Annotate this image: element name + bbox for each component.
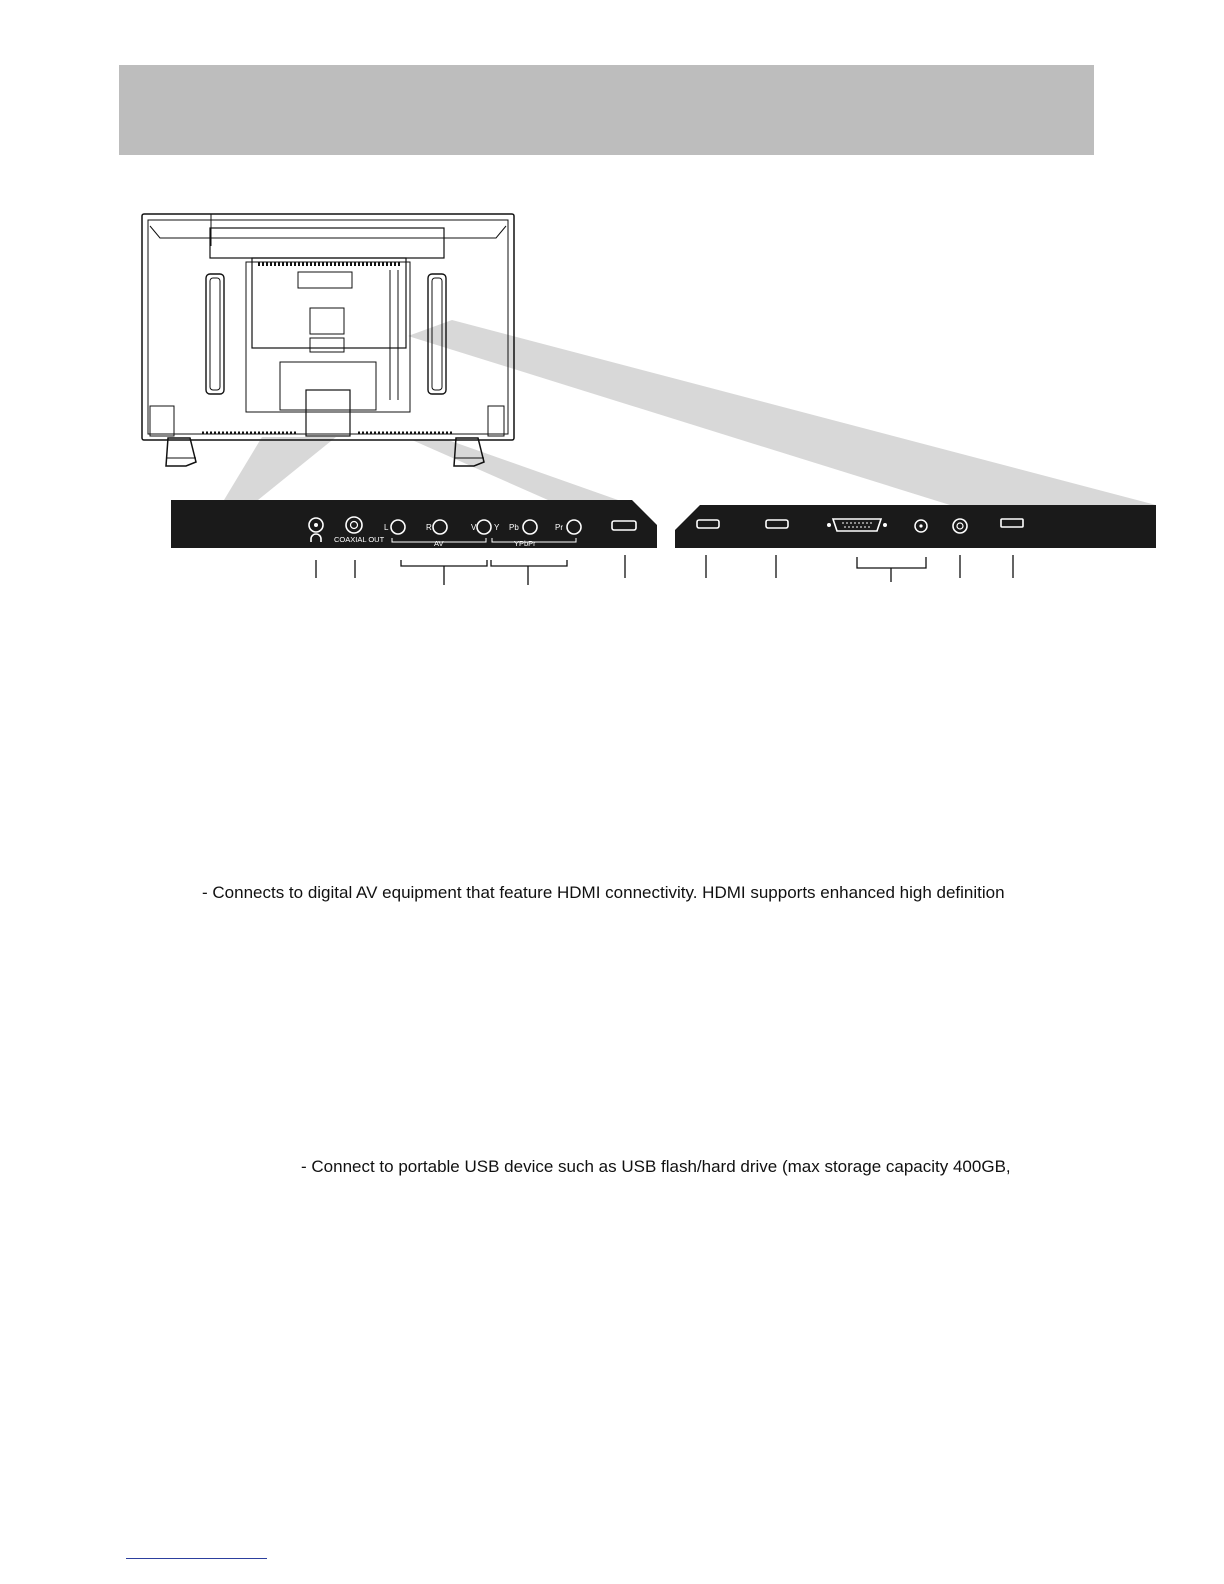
hdmi-description: - Connects to digital AV equipment that feature HDMI connectivity. HDMI supports enhanced high definition bbox=[202, 883, 1005, 902]
av-v-label: V bbox=[471, 523, 477, 532]
coaxial-out-label: COAXIAL OUT bbox=[334, 535, 385, 544]
usb-description: - Connect to portable USB device such as USB flash/hard drive (max storage capacity 400GB, bbox=[301, 1157, 1011, 1176]
av-r-label: R bbox=[426, 523, 432, 532]
ypbpr-y-label: Y bbox=[494, 523, 500, 532]
tv-rear-connection-diagram bbox=[0, 0, 1224, 620]
ypbpr-group-label: YPbPr bbox=[514, 539, 536, 548]
ypbpr-pb-label: Pb bbox=[509, 523, 519, 532]
footer-rule bbox=[126, 1558, 267, 1559]
ypbpr-pr-label: Pr bbox=[555, 523, 563, 532]
callout-leaders bbox=[316, 555, 1013, 585]
connector-panel-left bbox=[171, 500, 657, 548]
connector-panel-right bbox=[675, 505, 1156, 548]
av-group-label: AV bbox=[434, 539, 444, 548]
av-l-label: L bbox=[384, 523, 389, 532]
